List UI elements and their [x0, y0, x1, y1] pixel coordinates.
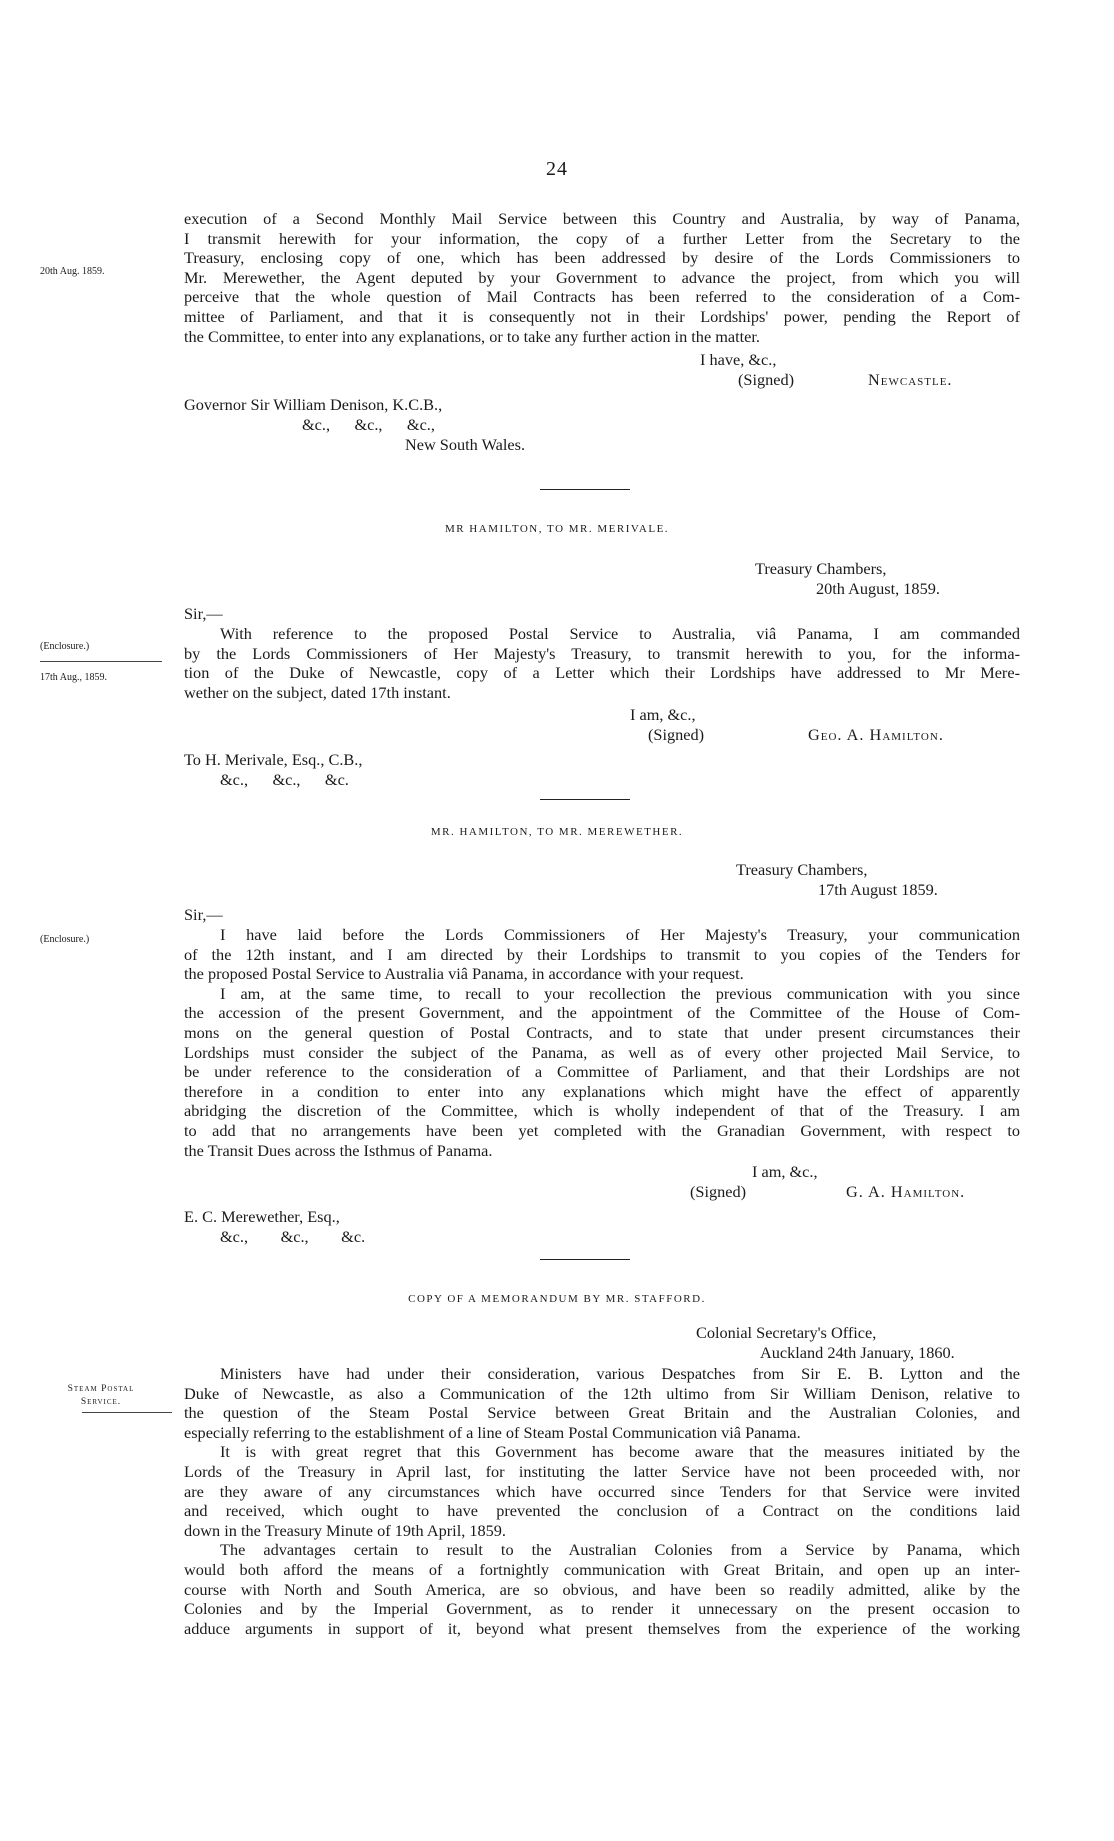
signed-label: (Signed) [648, 725, 705, 744]
salutation: Sir,— [184, 905, 223, 924]
margin-note-enclosure: (Enclosure.) [40, 641, 90, 652]
letter-place: Treasury Chambers, [755, 559, 887, 578]
text-line: mons on the general question of Postal Contracts, and to state that under present circumstances their [184, 1022, 1020, 1042]
text-line: the Transit Dues across the Isthmus of Panama. [184, 1140, 493, 1160]
text-line: With reference to the proposed Postal Service to Australia, viâ Panama, I am commanded [220, 624, 1020, 643]
letter3-body [184, 925, 1020, 1160]
text-line: I transmit herewith for your information, the copy of a further Letter from the Secretary to the [184, 228, 1020, 248]
letter-date: 17th August 1859. [818, 880, 938, 899]
text-line: perceive that the whole question of Mail Contracts has been referred to the consideration of a Com- [184, 287, 1020, 307]
section-heading: MR HAMILTON, TO MR. MERIVALE. [444, 523, 670, 535]
divider [540, 1259, 630, 1260]
text-line: would both afford the means of a fortnightly communication with Great Britain, and open up an inter- [184, 1559, 1020, 1579]
text-line: tion of the Duke of Newcastle, copy of a Letter which their Lordships have addressed to Mr Mere- [184, 663, 1020, 683]
text-line: I am, at the same time, to recall to your recollection the previous communication with you since [220, 983, 1020, 1003]
salutation: Sir,— [184, 604, 223, 623]
margin-note-topic: Steam Postal [67, 1384, 135, 1394]
divider [540, 489, 630, 490]
text-line: Ministers have had under their consideration, various Despatches from Sir E. B. Lytton and the [220, 1364, 1020, 1383]
addressee-etc: &c., &c., &c., [302, 415, 435, 434]
memo-body [184, 1364, 1020, 1638]
text-line: of the 12th instant, and I am directed by their Lordships to transmit to you copies of the Tenders for [184, 944, 1020, 964]
text-line: and received, which ought to have prevented the conclusion of a Contract on the conditions laid [184, 1501, 1020, 1521]
signed-label: (Signed) [690, 1182, 747, 1201]
letter2-body [184, 624, 1020, 702]
text-line: wether on the subject, dated 17th instant. [184, 682, 451, 702]
text-line: the accession of the present Government, and the appointment of the Committee of the House of Com- [184, 1003, 1020, 1023]
addressee-etc: &c., &c., &c. [220, 770, 349, 789]
text-line: be under reference to the consideration of a Committee of Parliament, and that their Lordships are not [184, 1062, 1020, 1082]
letter-date: 20th August, 1859. [816, 579, 940, 598]
text-line: therefore in a condition to enter into any explanations which might have the effect of apparently [184, 1081, 1020, 1101]
addressee-etc: &c., &c., &c. [220, 1227, 366, 1246]
text-line: are they aware of any circumstances which have occurred since Tenders for that Service were invited [184, 1481, 1020, 1501]
signed-label: (Signed) [738, 370, 795, 389]
text-line: Lordships must consider the subject of the Panama, as well as of every other projected Mail Service, to [184, 1042, 1020, 1062]
text-line: Mr. Merewether, the Agent deputed by your Government to advance the project, from which you will [184, 267, 1020, 287]
margin-note-enclosure: (Enclosure.) [40, 934, 90, 945]
signature: Newcastle. [868, 370, 953, 389]
text-line: by the Lords Commissioners of Her Majesty's Treasury, to transmit herewith to you, for the informa- [184, 643, 1020, 663]
text-line: adduce arguments in support of it, beyond what present themselves from the experience of the working [184, 1618, 1020, 1638]
text-line: mittee of Parliament, and that it is consequently not in their Lordships' power, pending the Report of [184, 306, 1020, 326]
text-line: execution of a Second Monthly Mail Service between this Country and Australia, by way of Panama, [184, 209, 1020, 228]
text-line: down in the Treasury Minute of 19th April, 1859. [184, 1520, 506, 1540]
text-line: course with North and South America, are so obvious, and have been so readily admitted, alike by the [184, 1579, 1020, 1599]
text-line: especially referring to the establishment of a line of Steam Postal Communication viâ Panama. [184, 1422, 801, 1442]
addressee-place: New South Wales. [405, 435, 526, 454]
text-line: the question of the Steam Postal Service between Great Britain and the Australian Colonies, and [184, 1403, 1020, 1423]
letter1-body [184, 209, 1020, 346]
text-line: Duke of Newcastle, as also a Communication of the 12th ultimo from Sir William Denison, relative to [184, 1383, 1020, 1403]
addressee: E. C. Merewether, Esq., [184, 1207, 340, 1226]
page-number: 24 [546, 158, 568, 180]
text-line: to add that no arrangements have been yet completed with the Granadian Government, with respect to [184, 1120, 1020, 1140]
signature: G. A. Hamilton. [846, 1182, 966, 1201]
margin-rule [40, 661, 162, 662]
addressee: To H. Merivale, Esq., C.B., [184, 750, 363, 769]
closing: I have, &c., [700, 350, 777, 369]
signature: Geo. A. Hamilton. [808, 725, 944, 744]
text-line: Treasury, enclosing copy of one, which has been addressed by desire of the Lords Commissioners to [184, 248, 1020, 268]
margin-note-date: 20th Aug. 1859. [40, 266, 105, 277]
text-line: the proposed Postal Service to Australia viâ Panama, in accordance with your request. [184, 964, 744, 984]
closing: I am, &c., [630, 705, 696, 724]
text-line: The advantages certain to result to the Australian Colonies from a Service by Panama, which [220, 1540, 1020, 1560]
section-heading: MR. HAMILTON, TO MR. MEREWETHER. [430, 826, 684, 838]
addressee: Governor Sir William Denison, K.C.B., [184, 395, 443, 414]
text-line: the Committee, to enter into any explanations, or to take any further action in the matter. [184, 326, 761, 346]
letter-place: Treasury Chambers, [736, 860, 868, 879]
text-line: abridging the discretion of the Committee, which is wholly independent of that of the Treasury. I am [184, 1101, 1020, 1121]
text-line: Colonies and by the Imperial Government, as to render it unnecessary on the present occasion to [184, 1599, 1020, 1619]
text-line: I have laid before the Lords Commissioners of Her Majesty's Treasury, your communication [220, 925, 1020, 944]
margin-note-date: 17th Aug., 1859. [40, 672, 107, 683]
margin-note-topic: Service. [80, 1397, 122, 1407]
letter-date: Auckland 24th January, 1860. [760, 1343, 955, 1362]
section-heading: COPY OF A MEMORANDUM BY MR. STAFFORD. [408, 1293, 706, 1305]
divider [540, 799, 630, 800]
text-line: It is with great regret that this Government has become aware that the measures initiated by the [220, 1442, 1020, 1462]
margin-rule [82, 1412, 172, 1413]
letter-place: Colonial Secretary's Office, [696, 1323, 877, 1342]
closing: I am, &c., [752, 1162, 818, 1181]
text-line: Lords of the Treasury in April last, for instituting the latter Service have not been proceeded with, nor [184, 1461, 1020, 1481]
